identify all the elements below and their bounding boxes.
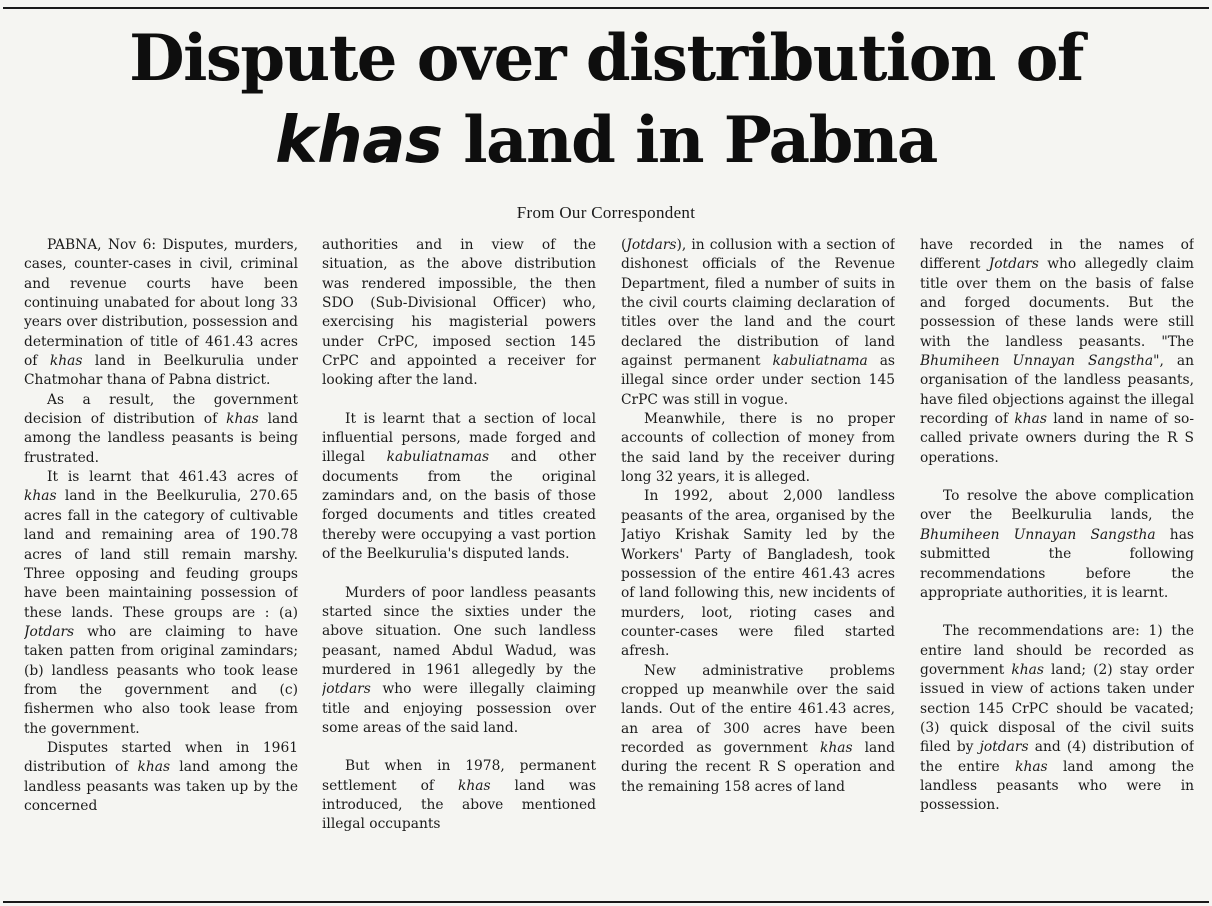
headline-line-1: Dispute over distribution of: [129, 21, 1083, 96]
italic-term: kabuliatnamas: [386, 449, 490, 466]
paragraph: authorities and in view of the situation, as the above distribution was rendered impossible, the then SDO (Sub-Divisional Officer) who, exercising his magisterial powers under CrPC, imposed section 145 CrPC and appointed a receiver for looking after the land.: [322, 237, 596, 389]
italic-term: khas: [1014, 411, 1047, 428]
paragraph: Meanwhile, there is no proper accounts of collection of money from the said land by the receiver during long 32 years, it is alleged.: [621, 411, 895, 486]
paragraph: have recorded in the names of different Jotdars who allegedly claim title over them on the basis of false and forged documents. But the possession of these lands were still with the landless peasants. "The Bhumiheen Unnayan Sangstha", an organisation of the landless peasants, have filed objections against the illegal recording of khas land in name of so-called private owners during the R S operations.: [920, 237, 1194, 466]
paragraph: (Jotdars), in collusion with a section of dishonest officials of the Revenue Department, filed a number of suits in the civil courts claiming declaration of titles over the land and the court declared the distribution of land against permanent kabuliatnama as illegal since order under section 145 CrPC was still in vogue.: [621, 237, 895, 408]
paragraph: As a result, the government decision of distribution of khas land among the landless peasants is being frustrated.: [24, 391, 298, 466]
italic-term: Jotdars: [24, 623, 75, 640]
bottom-rule: [3, 901, 1209, 903]
italic-term: khas: [49, 353, 83, 370]
italic-term: jotdars: [322, 681, 371, 698]
paragraph: In 1992, about 2,000 landless peasants of the area, organised by the Jatiyo Krishak Samity led by the Workers' Party of Bangladesh, took possession of the entire 461.43 acres of land following this, new incidents of murders, loot, rioting cases and counter-cases were filed started afresh.: [621, 488, 895, 660]
italic-term: Jotdars: [626, 237, 677, 253]
article-body: [0, 236, 1212, 896]
top-rule: [3, 7, 1209, 9]
paragraph: Murders of poor landless peasants started since the sixties under the above situation. One such landless peasant, named Abdul Wadud, was murdered in 1961 allegedly by the jotdars who were illegally claiming title and enjoying possession over some areas of the said land.: [322, 584, 596, 736]
italic-term: Bhumiheen Unnayan Sangstha: [920, 353, 1154, 370]
headline-keyword: khas: [275, 104, 443, 178]
italic-term: khas: [226, 411, 259, 428]
article-column-2: [322, 236, 596, 896]
article-column-1: [24, 236, 298, 896]
italic-term: Jotdars: [988, 256, 1039, 273]
paragraph: It is learnt that a section of local influential persons, made forged and illegal kabuliatnamas and other documents from the original zamindars and, on the basis of those forged documents and titles created thereby were occupying a vast portion of the Beelkurulia's disputed lands.: [322, 410, 596, 563]
italic-term: Bhumiheen Unnayan Sangstha: [920, 526, 1156, 543]
italic-term: khas: [820, 739, 853, 756]
italic-term: khas: [24, 488, 57, 505]
italic-term: jotdars: [979, 739, 1029, 756]
article-column-4: [920, 236, 1194, 896]
headline-line-2-rest: land in Pabna: [442, 103, 937, 178]
italic-term: khas: [1011, 661, 1044, 678]
paragraph: Disputes started when in 1961 distribution of khas land among the landless peasants was taken up by the concerned: [24, 739, 298, 814]
paragraph: It is learnt that 461.43 acres of khas land in the Beelkurulia, 270.65 acres fall in the category of cultivable land and remaining area of 190.78 acres of land still remain marshy. Three opposing and feuding groups have been maintaining possession of these lands. These groups are : (a) Jotdars who are claiming to have taken patten from original zamindars; (b) landless peasants who took lease from the government and (c) fishermen who also took lease from the government.: [24, 469, 298, 737]
byline: From Our Correspondent: [516, 203, 696, 222]
headline: [0, 18, 1212, 182]
italic-term: khas: [457, 777, 491, 794]
italic-term: khas: [137, 759, 171, 776]
headline-line-2: [0, 100, 1212, 182]
paragraph: The recommendations are: 1) the entire land should be recorded as government khas land; (2) stay order issued in view of actions taken under section 145 CrPC should be vacated; (3) quick disposal of the civil suits filed by jotdars and (4) distribution of the entire khas land among the landless peasants who were in possession.: [920, 623, 1194, 814]
paragraph: To resolve the above complication over the Beelkurulia lands, the Bhumiheen Unnayan Sangstha has submitted the following recommendations before the appropriate authorities, it is learnt.: [920, 488, 1194, 601]
paragraph: PABNA, Nov 6: Disputes, murders, cases, counter-cases in civil, criminal and revenue courts have been continuing unabated for about long 33 years over distribution, possession and determination of title of 461.43 acres of khas land in Beelkurulia under Chatmohar thana of Pabna district.: [24, 237, 298, 389]
italic-term: khas: [1015, 758, 1048, 775]
paragraph: New administrative problems cropped up meanwhile over the said lands. Out of the entire 461.43 acres, an area of 300 acres have been recorded as government khas land during the recent R S operation and the remaining 158 acres of land: [621, 662, 895, 795]
italic-term: kabuliatnama: [772, 353, 868, 370]
article-column-3: [621, 236, 895, 896]
paragraph: But when in 1978, permanent settlement of khas land was introduced, the above mentioned illegal occupants: [322, 758, 596, 833]
